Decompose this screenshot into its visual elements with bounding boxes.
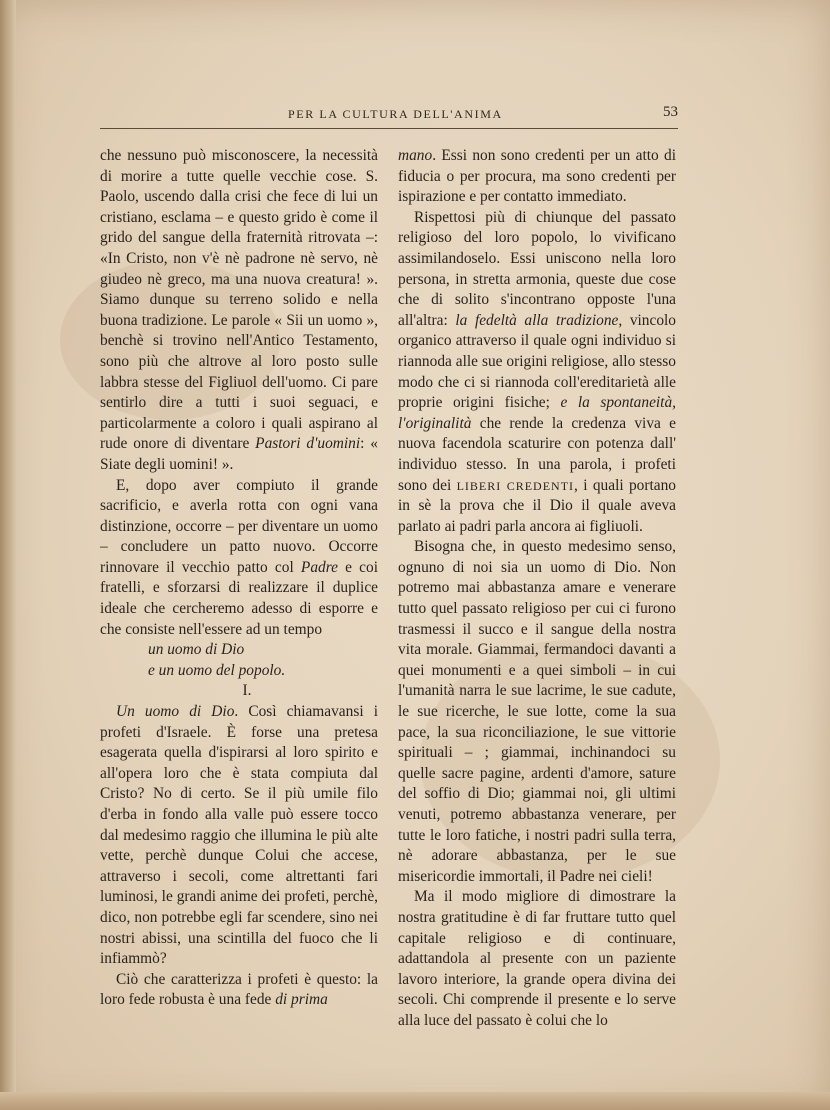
italic-text: Un uomo di Dio bbox=[116, 703, 235, 721]
paragraph: Rispettosi più di chiunque del passato religioso del loro popolo, lo vivificano assimilandoselo. Essi uniscono nella loro persona, in stretta armonia, queste due cose che di solito s'incontrano opposte l'una all'altra: la fedeltà alla tradizione, vincolo organico attraverso il quale ogni individuo si riannoda alle sue origini religiose, allo stesso modo che ci si riannoda coll'ereditarietà alle proprie origini fisiche; e la spontaneità, l'originalità che rende la credenza viva e nuova facendola scaturire con potenza dall' individuo stesso. In una parola, i profeti sono dei LIBERI CREDENTI, i quali portano in sè la prova che il Dio il quale aveva parlato ai padri parla ancora ai figliuoli. bbox=[398, 208, 677, 535]
paragraph: Bisogna che, in questo medesimo senso, ognuno di noi sia un uomo di Dio. Non potremo mai abbastanza amare e venerare tutto quel passato religioso per cui ci furono trasmessi il succo e il sangue della nostra vita morale. Giammai, fermandoci davanti a quei monumenti e a quei simboli – in cui l'umanità narra le sue lacrime, le sue cadute, le sue ricerche, le sue lotte, come la sua pace, la sua riconciliazione, le sue vittorie spirituali – ; giammai, inchinandoci su quelle sacre pagine, ardenti d'amore, sature del soffio di Dio; giammai noi, gli ultimi venuti, potremo abbastanza venerare, per tutte le loro fatiche, i nostri padri sulla terra, nè adorare abbastanza, per le sue misericordie immortali, il Padre nei cieli! bbox=[398, 538, 676, 885]
italic-text: di prima bbox=[275, 991, 328, 1009]
section-number: I. bbox=[242, 682, 252, 700]
paragraph: che nessuno può misconoscere, la necessità di morire a tutte quelle vecchie cose. S. Paolo, uscendo dalla crisi che fece di lui un cristiano, esclama – e questo grido è come il grido del sangue della fraternità ritrovata –: «In Cristo, non v'è nè padrone nè servo, nè giudeo nè greco, ma una nuova creatura! ». Siamo dunque su terreno solido e nella buona tradizione. Le parole « Sii un uomo », benchè si trovino nell'Antico Testamento, sono più che altrove al loro posto sulle labbra stesse del Figliuol dell'uomo. Ci pare sentirlo dire a tutti i suoi seguaci, e particolarmente a coloro i quali aspirano al rude onore di diventare Pastori d'uomini: « Siate degli uomini! ». bbox=[100, 147, 378, 473]
italic-text: Padre bbox=[300, 558, 338, 576]
italic-text: mano bbox=[398, 147, 433, 164]
italic-text: Pastori d'uomini bbox=[255, 435, 361, 453]
paragraph: mano. Essi non sono credenti per un atto di fiducia o per procura, ma sono credenti per ispirazione e per contatto immediato. bbox=[398, 147, 676, 206]
paragraph: E, dopo aver compiuto il grande sacrificio, e averla rotta con ogni vana distinzione, occorre – per diventare un uomo – concludere un patto nuovo. Occorre rinnovare il vecchio patto col Padre e coi fratelli, e sforzarsi di realizzare il duplice ideale che cercheremo adesso di esporre e che consiste nell'essere ad un tempo bbox=[100, 476, 378, 638]
page-number: 53 bbox=[663, 104, 678, 120]
small-caps-text: LIBERI CREDENTI bbox=[456, 478, 575, 493]
paragraph: Ciò che caratterizza i profeti è questo: la loro fede robusta è una fede di prima bbox=[100, 970, 378, 1009]
paragraph: Un uomo di Dio. Così chiamavansi i profeti d'Israele. È forse una pretesa esagerata quella d'ispirarsi al loro spirito e all'opera loro che è stata compiuta dal Cristo? No di certo. Se il più umile filo d'erba in fondo alla valle può essere tocco dal medesimo raggio che illumina le più alte vette, perchè dunque Colui che accese, attraverso i secoli, come altrettanti fari luminosi, le grandi anime dei profeti, perchè, dico, non potrebbe egli far scendere, sino nei nostri abissi, una scintilla del fuoco che li infiammò? bbox=[100, 703, 378, 968]
italic-text: e la spontaneità, l'originalità bbox=[398, 394, 677, 432]
left-column bbox=[100, 146, 378, 1011]
right-column bbox=[398, 146, 676, 1032]
running-head: PER LA CULTURA DELL'ANIMA bbox=[288, 107, 503, 121]
page-header bbox=[100, 104, 678, 129]
verse-line: e un uomo del popolo. bbox=[148, 661, 286, 679]
paragraph: Ma il modo migliore di dimostrare la nostra gratitudine è di far fruttare tutto quel capitale religioso e di continuare, adattandola al presente con un paziente lavoro interiore, la grande opera divina dei secoli. Chi comprende il presente e lo serve alla luce del passato è colui che lo bbox=[398, 888, 676, 1029]
page-binding-edge bbox=[0, 0, 16, 1110]
page-bottom-edge bbox=[0, 1092, 830, 1110]
verse-line: un uomo di Dio bbox=[148, 641, 245, 659]
italic-text: la fedeltà alla tradizione bbox=[455, 311, 619, 329]
